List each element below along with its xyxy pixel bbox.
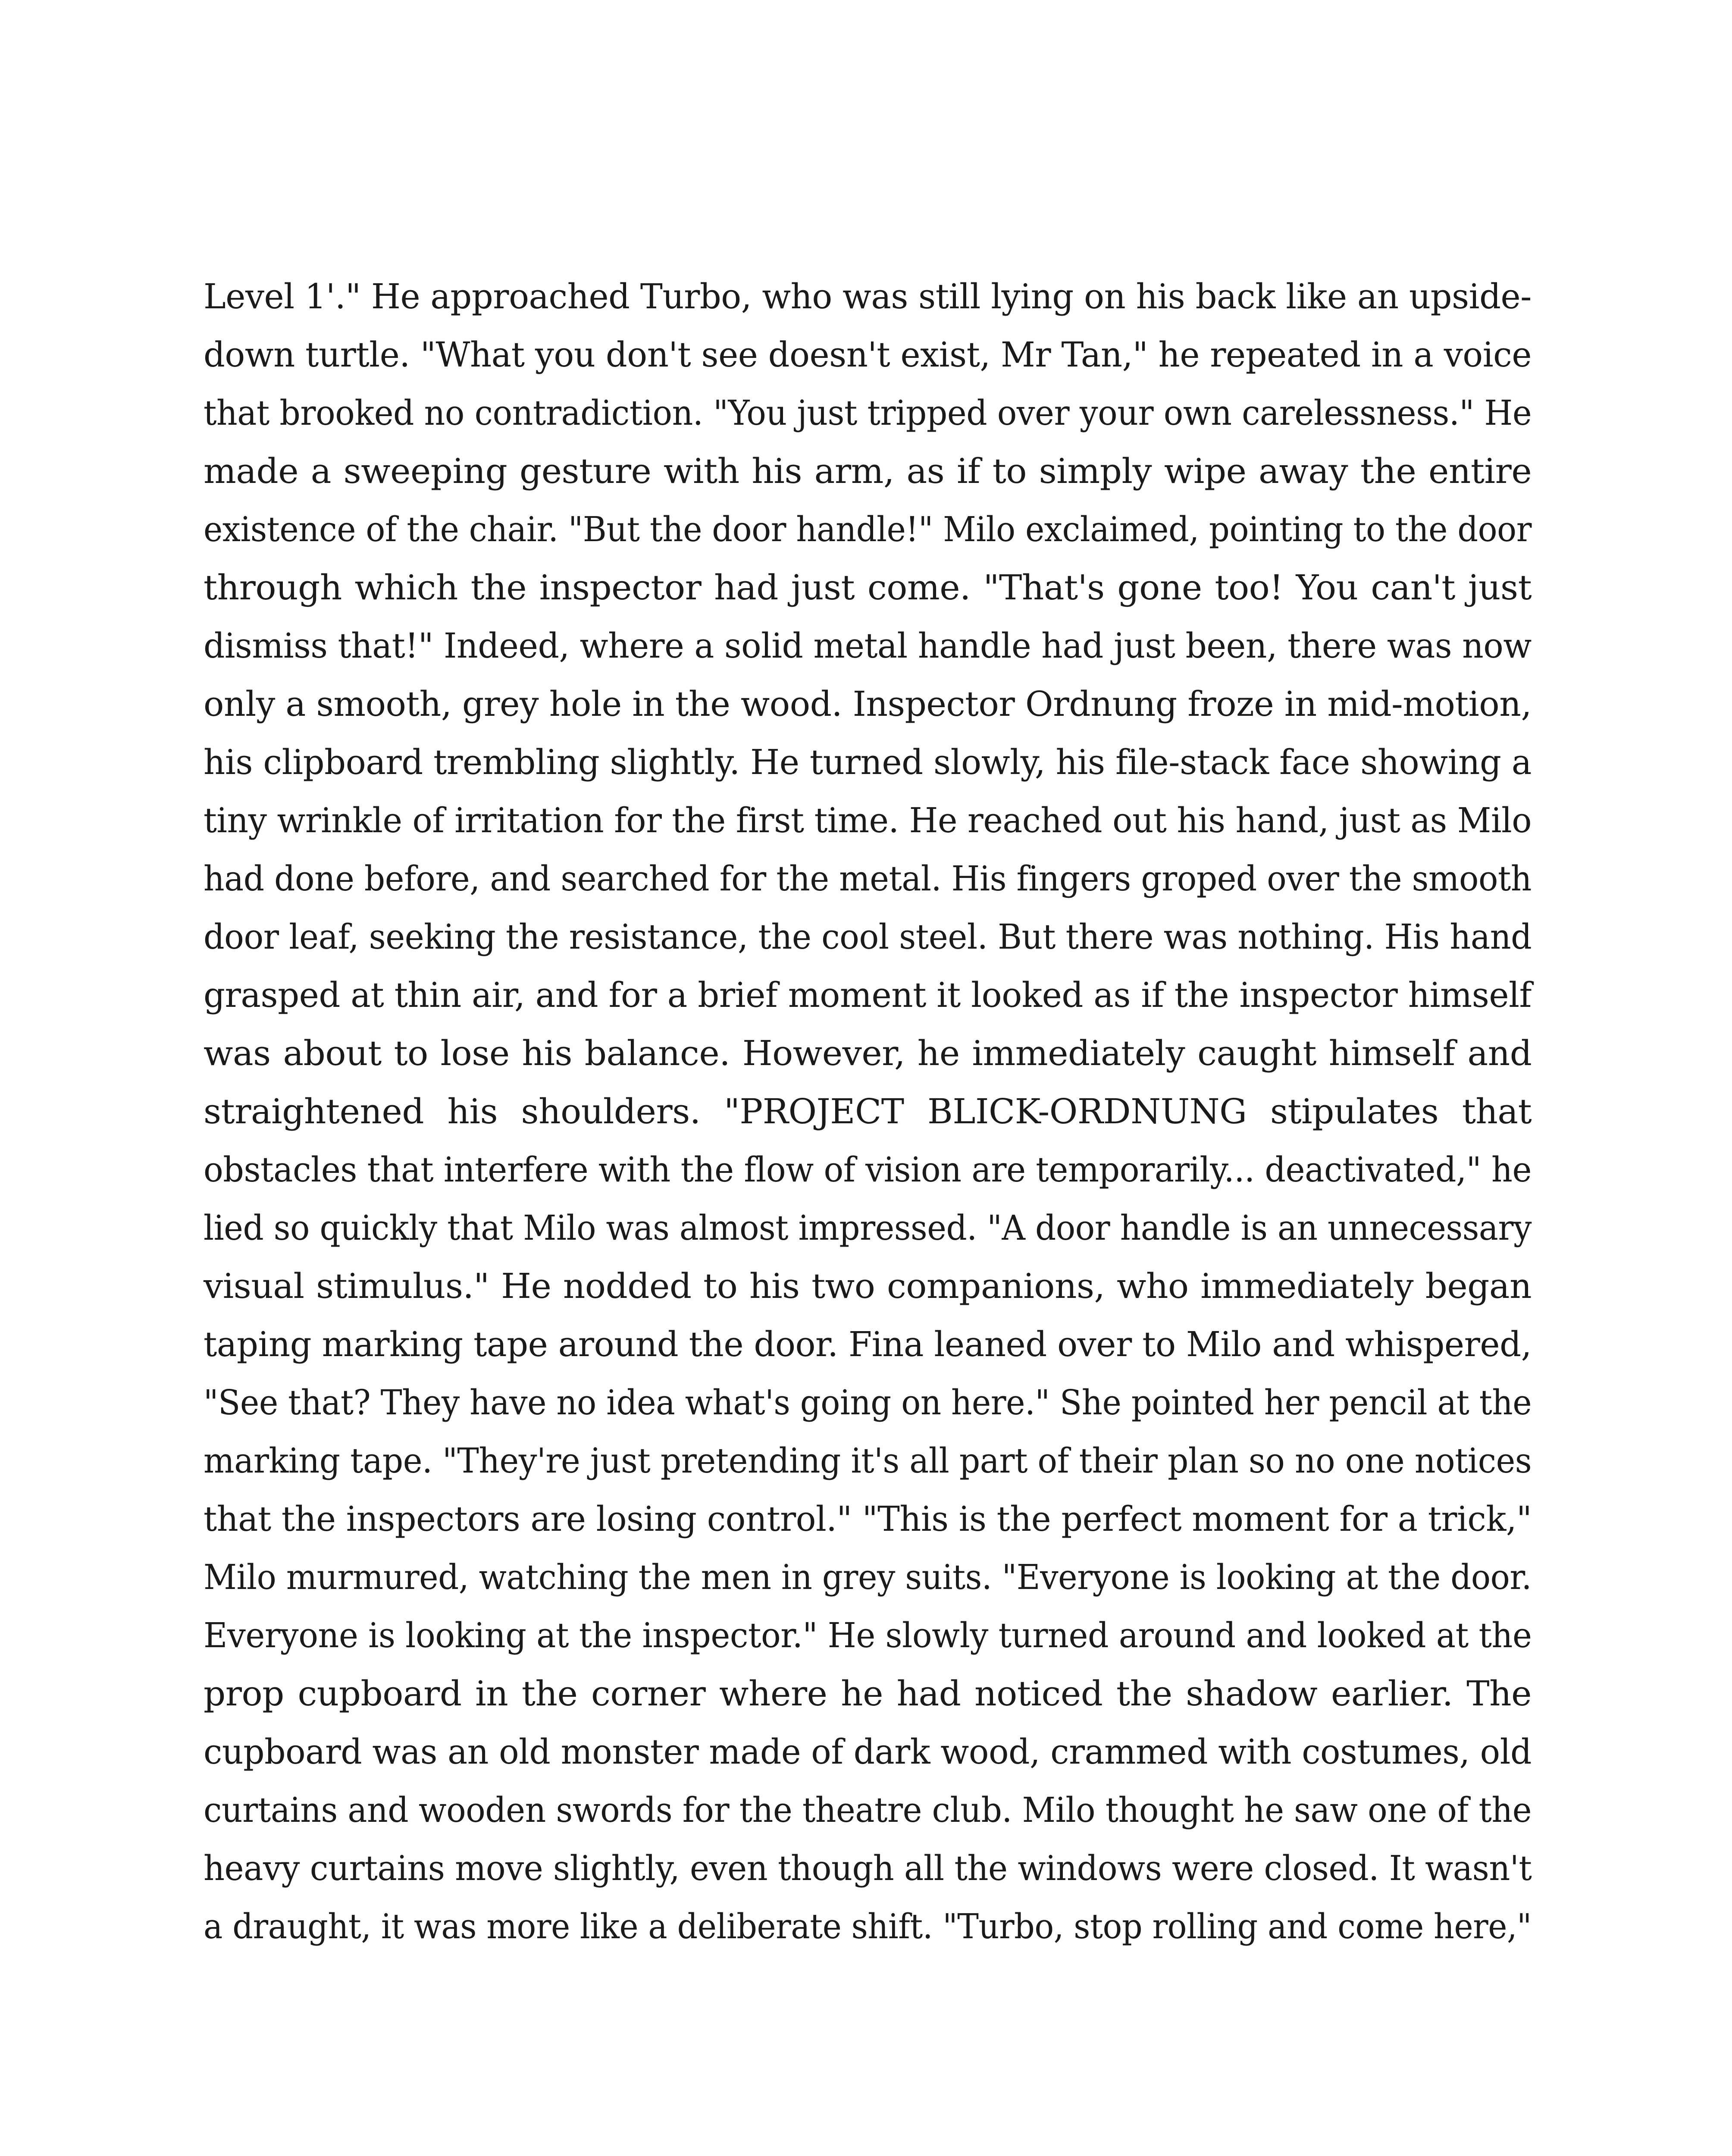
text-line: tiny wrinkle of irritation for the first time. He reached out his hand, just as Milo [204,800,1532,840]
text-line: had done before, and searched for the metal. His fingers groped over the smooth [204,859,1532,899]
text-line: down turtle. "What you don't see doesn't exist, Mr Tan," he repeated in a voice [204,335,1532,375]
text-line: Level 1'." He approached Turbo, who was still lying on his back like an upside- [204,276,1532,317]
text-line: curtains and wooden swords for the theatre club. Milo thought he saw one of the [204,1790,1532,1830]
text-line: through which the inspector had just come. "That's gone too! You can't just [204,567,1532,608]
text-line: heavy curtains move slightly, even though all the windows were closed. It wasn't [204,1848,1532,1888]
text-line: a draught, it was more like a deliberate shift. "Turbo, stop rolling and come here," [204,1906,1532,1946]
text-line: was about to lose his balance. However, he immediately caught himself and [204,1033,1532,1073]
text-line: that brooked no contradiction. "You just tripped over your own carelessness." He [204,393,1532,433]
text-line: Everyone is looking at the inspector." He slowly turned around and looked at the [204,1615,1532,1655]
text-line: taping marking tape around the door. Fina leaned over to Milo and whispered, [204,1324,1532,1364]
text-line: lied so quickly that Milo was almost impressed. "A door handle is an unnecessary [204,1208,1532,1248]
text-line: grasped at thin air, and for a brief moment it looked as if the inspector himself [204,975,1532,1015]
text-line: cupboard was an old monster made of dark wood, crammed with costumes, old [204,1732,1532,1772]
text-line: prop cupboard in the corner where he had noticed the shadow earlier. The [204,1673,1532,1714]
text-line: Milo murmured, watching the men in grey suits. "Everyone is looking at the door. [204,1557,1532,1597]
text-line: existence of the chair. "But the door handle!" Milo exclaimed, pointing to the door [204,509,1532,549]
body-text [204,267,1532,1955]
text-line: his clipboard trembling slightly. He turned slowly, his file-stack face showing a [204,742,1532,782]
text-line: obstacles that interfere with the flow of vision are temporarily... deactivated," he [204,1150,1532,1190]
text-line: straightened his shoulders. "PROJECT BLICK-ORDNUNG stipulates that [204,1091,1532,1131]
text-line: only a smooth, grey hole in the wood. Inspector Ordnung froze in mid-motion, [204,684,1532,724]
text-line: made a sweeping gesture with his arm, as if to simply wipe away the entire [204,451,1532,491]
text-line: marking tape. "They're just pretending it's all part of their plan so no one notices [204,1441,1532,1481]
text-line: dismiss that!" Indeed, where a solid metal handle had just been, there was now [204,626,1532,666]
text-line: visual stimulus." He nodded to his two companions, who immediately began [204,1266,1532,1306]
text-line: "See that? They have no idea what's going on here." She pointed her pencil at the [204,1382,1532,1423]
text-line: that the inspectors are losing control." "This is the perfect moment for a trick," [204,1499,1532,1539]
text-line: door leaf, seeking the resistance, the cool steel. But there was nothing. His hand [204,917,1532,957]
